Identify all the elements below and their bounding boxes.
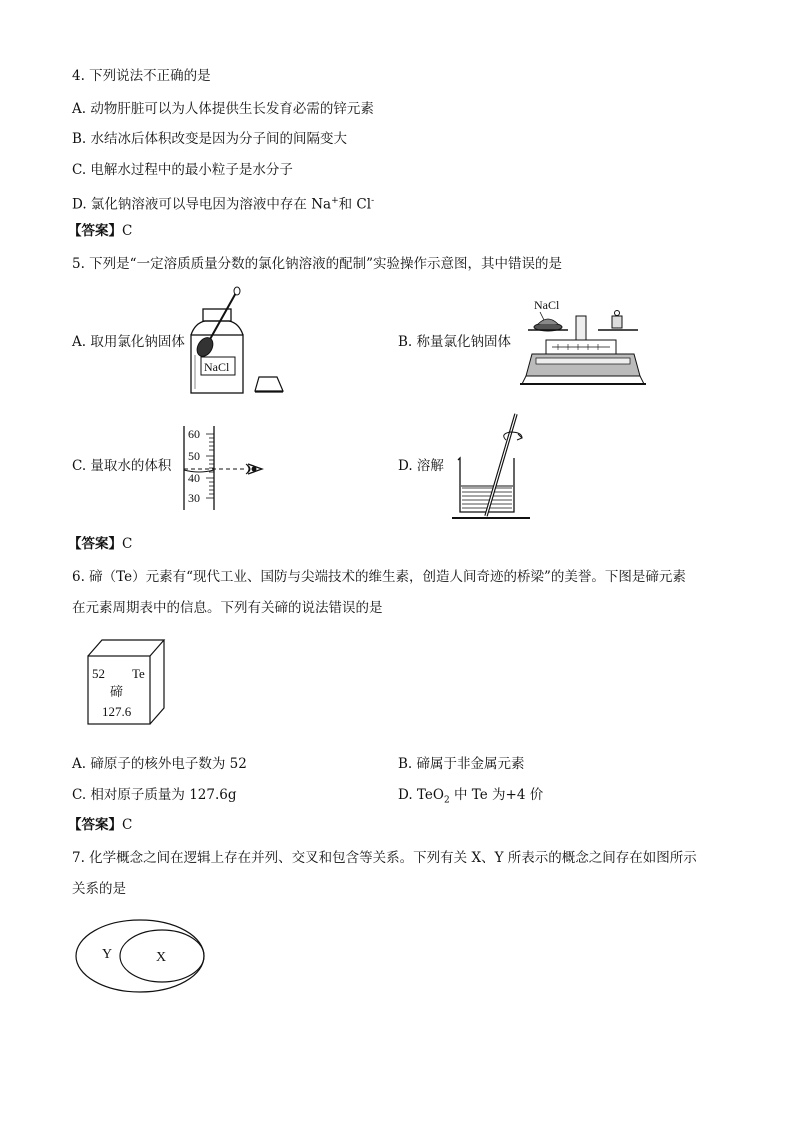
cylinder-tick-60: 60 (188, 427, 200, 441)
q4-option-b: B. 水结冰后体积改变是因为分子间的间隔变大 (72, 131, 348, 147)
element-symbol: Te (132, 666, 145, 681)
q5-option-b: B. 称量氯化钠固体 (398, 334, 512, 350)
element-mass: 127.6 (102, 704, 132, 719)
q4-option-d: D. 氯化钠溶液可以导电因为溶液中存在 Na+和 Cl- (72, 196, 375, 213)
q4-stem: 4. 下列说法不正确的是 (72, 68, 211, 84)
venn-diagram (74, 918, 208, 994)
q7-stem-line1: 7. 化学概念之间在逻辑上存在并列、交叉和包含等关系。下列有关 X、Y 所表示的概念之间存在如图所示 (72, 850, 697, 866)
q7-stem-line2: 关系的是 (72, 881, 126, 897)
bottle-label: NaCl (204, 360, 230, 374)
beaker-figure (450, 410, 540, 522)
cylinder-tick-50: 50 (188, 449, 200, 463)
q6-option-a: A. 碲原子的核外电子数为 52 (72, 756, 247, 772)
q4-option-a: A. 动物肝脏可以为人体提供生长发育必需的锌元素 (72, 101, 374, 117)
q6-option-c: C. 相对原子质量为 127.6g (72, 787, 237, 803)
q5-option-a: A. 取用氯化钠固体 (72, 334, 185, 350)
venn-label-x: X (156, 950, 167, 965)
cylinder-tick-30: 30 (188, 491, 200, 505)
balance-label: NaCl (534, 298, 560, 312)
q5-stem: 5. 下列是“一定溶质质量分数的氯化钠溶液的配制”实验操作示意图，其中错误的是 (72, 256, 562, 272)
element-name: 碲 (110, 684, 124, 699)
q5-option-d: D. 溶解 (398, 458, 444, 474)
measuring-cylinder-figure (180, 424, 270, 512)
q6-stem-line2: 在元素周期表中的信息。下列有关碲的说法错误的是 (72, 600, 383, 616)
q4-option-c: C. 电解水过程中的最小粒子是水分子 (72, 162, 293, 178)
q4-answer: 【答案】C (68, 223, 133, 239)
q6-stem-line1: 6. 碲（Te）元素有“现代工业、国防与尖端技术的维生素，创造人间奇迹的桥梁”的美誉。下图是碲元素 (72, 569, 686, 585)
reagent-bottle-figure (185, 285, 295, 397)
q5-option-c: C. 量取水的体积 (72, 458, 172, 474)
q6-option-b: B. 碲属于非金属元素 (398, 756, 525, 772)
element-number: 52 (92, 666, 105, 681)
q6-answer: 【答案】C (68, 817, 133, 833)
balance-figure (518, 296, 648, 388)
q6-option-d: D. TeO$_2$ 中 Te 为+4 价 (398, 787, 544, 806)
cylinder-tick-40: 40 (188, 471, 200, 485)
q5-answer: 【答案】C (68, 536, 133, 552)
venn-label-y: Y (102, 947, 113, 962)
element-tile (86, 638, 166, 728)
